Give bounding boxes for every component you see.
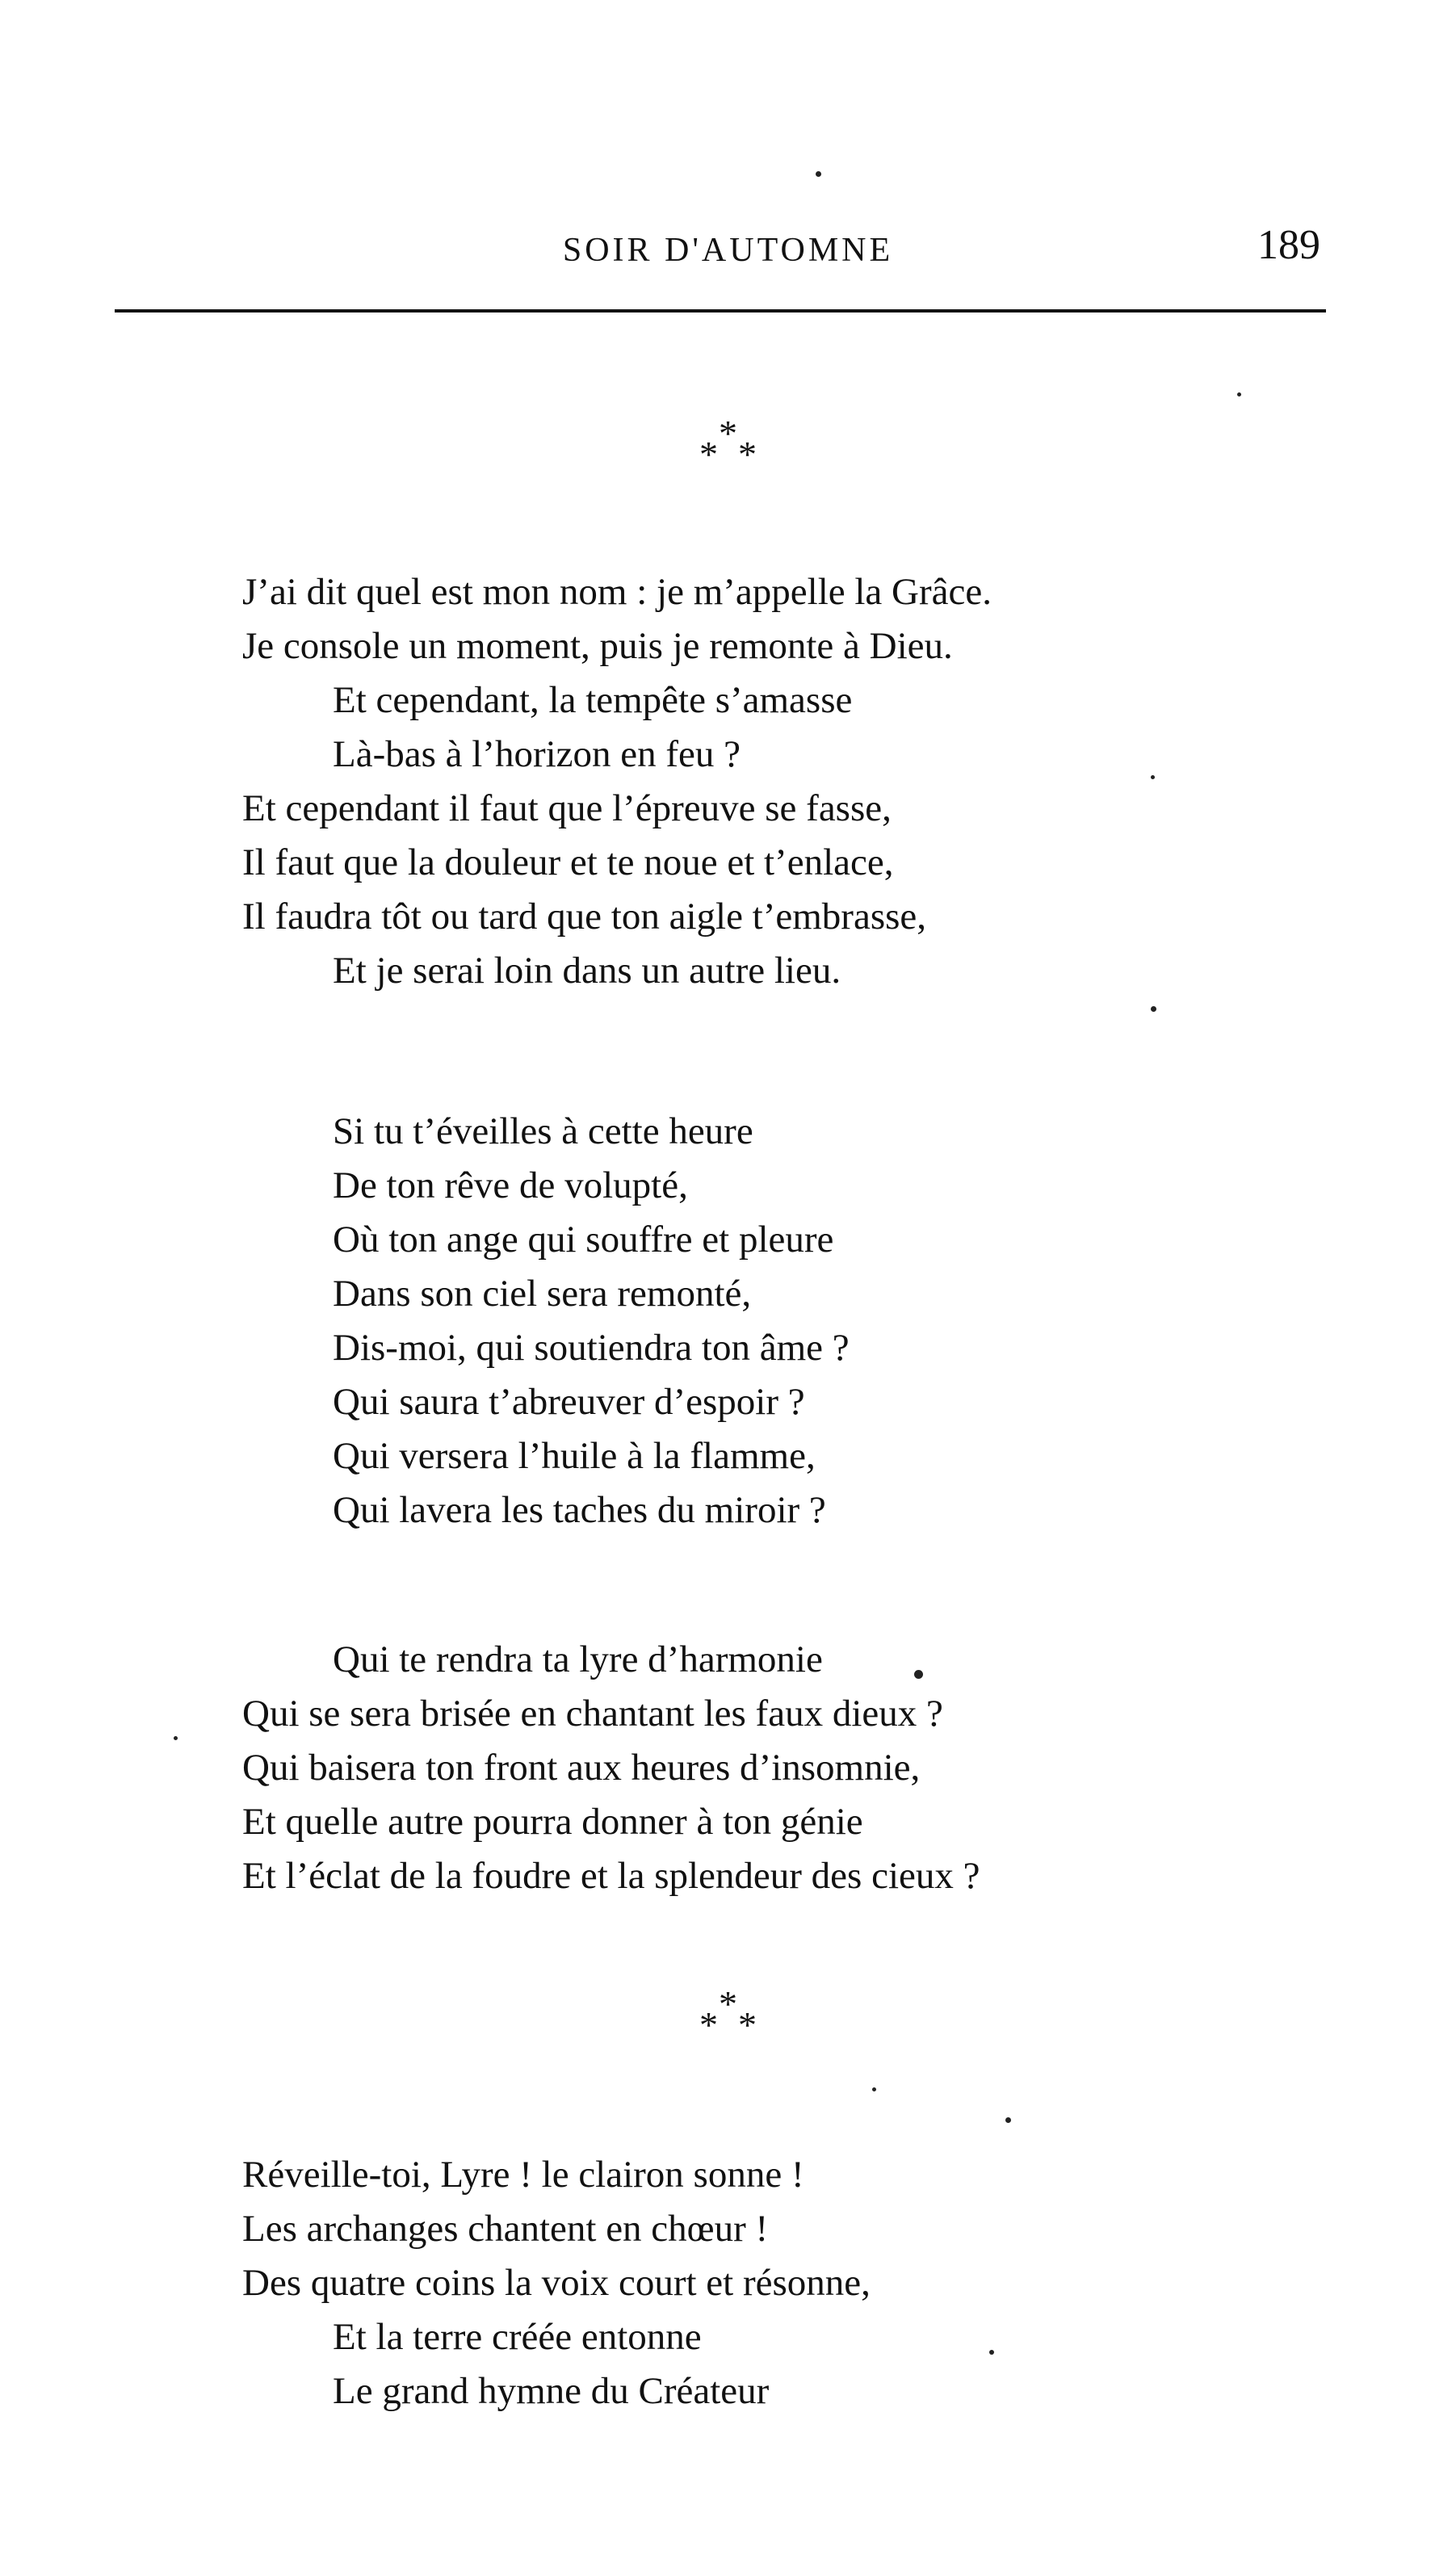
verse-line: Réveille-toi, Lyre ! le clairon sonne ! [242, 2154, 804, 2196]
verse-line: Les archanges chantent en chœur ! [242, 2208, 769, 2250]
scan-speck [872, 2087, 876, 2091]
verse-line: Et l’éclat de la foudre et la splendeur des cieux ? [242, 1855, 980, 1897]
scan-speck [914, 1670, 923, 1679]
scan-speck [1237, 392, 1241, 396]
verse-line: Où ton ange qui souffre et pleure [333, 1219, 834, 1261]
scan-speck [1151, 1006, 1156, 1012]
scan-speck [816, 171, 821, 177]
verse-line: Dans son ciel sera remonté, [333, 1273, 752, 1315]
verse-line: Qui lavera les taches du miroir ? [333, 1489, 826, 1531]
asterism-separator-1: *** [699, 413, 757, 475]
verse-line: Qui saura t’abreuver d’espoir ? [333, 1381, 805, 1423]
header-rule [115, 309, 1326, 313]
verse-line: Si tu t’éveilles à cette heure [333, 1110, 753, 1152]
page-number: 189 [1257, 222, 1320, 268]
verse-line: Et je serai loin dans un autre lieu. [333, 950, 841, 992]
stanza-4 [242, 2148, 871, 2418]
verse-line: Qui te rendra ta lyre d’harmonie [333, 1638, 823, 1680]
verse-line: Il faudra tôt ou tard que ton aigle t’embrasse, [242, 896, 927, 938]
verse-line: Il faut que la douleur et te noue et t’enlace, [242, 841, 894, 883]
running-head [0, 216, 1456, 281]
stanza-1 [242, 565, 992, 998]
verse-line: Qui baisera ton front aux heures d’insomnie, [242, 1747, 921, 1789]
verse-line: Qui versera l’huile à la flamme, [333, 1435, 816, 1477]
verse-line: Là-bas à l’horizon en feu ? [333, 733, 741, 775]
verse-line: De ton rêve de volupté, [333, 1164, 688, 1206]
scan-speck [989, 2350, 994, 2355]
stanza-3 [242, 1633, 980, 1903]
scan-speck [1005, 2117, 1011, 2123]
verse-line: J’ai dit quel est mon nom : je m’appelle la Grâce. [242, 571, 992, 613]
stanza-2 [242, 1105, 850, 1537]
verse-line: Et cependant, la tempête s’amasse [333, 679, 853, 721]
scan-speck [174, 1736, 178, 1740]
verse-line: Je console un moment, puis je remonte à Dieu. [242, 625, 953, 667]
asterism-separator-2: *** [699, 1983, 757, 2045]
verse-line: Et quelle autre pourra donner à ton génie [242, 1801, 863, 1843]
verse-line: Dis-moi, qui soutiendra ton âme ? [333, 1327, 850, 1369]
verse-line: Et la terre créée entonne [333, 2316, 702, 2358]
verse-line: Qui se sera brisée en chantant les faux dieux ? [242, 1693, 943, 1735]
verse-line: Le grand hymne du Créateur [333, 2370, 770, 2412]
verse-line: Des quatre coins la voix court et résonne, [242, 2262, 871, 2304]
scan-speck [1151, 775, 1155, 779]
verse-line: Et cependant il faut que l’épreuve se fasse, [242, 787, 892, 829]
running-title: SOIR D'AUTOMNE [562, 232, 894, 269]
